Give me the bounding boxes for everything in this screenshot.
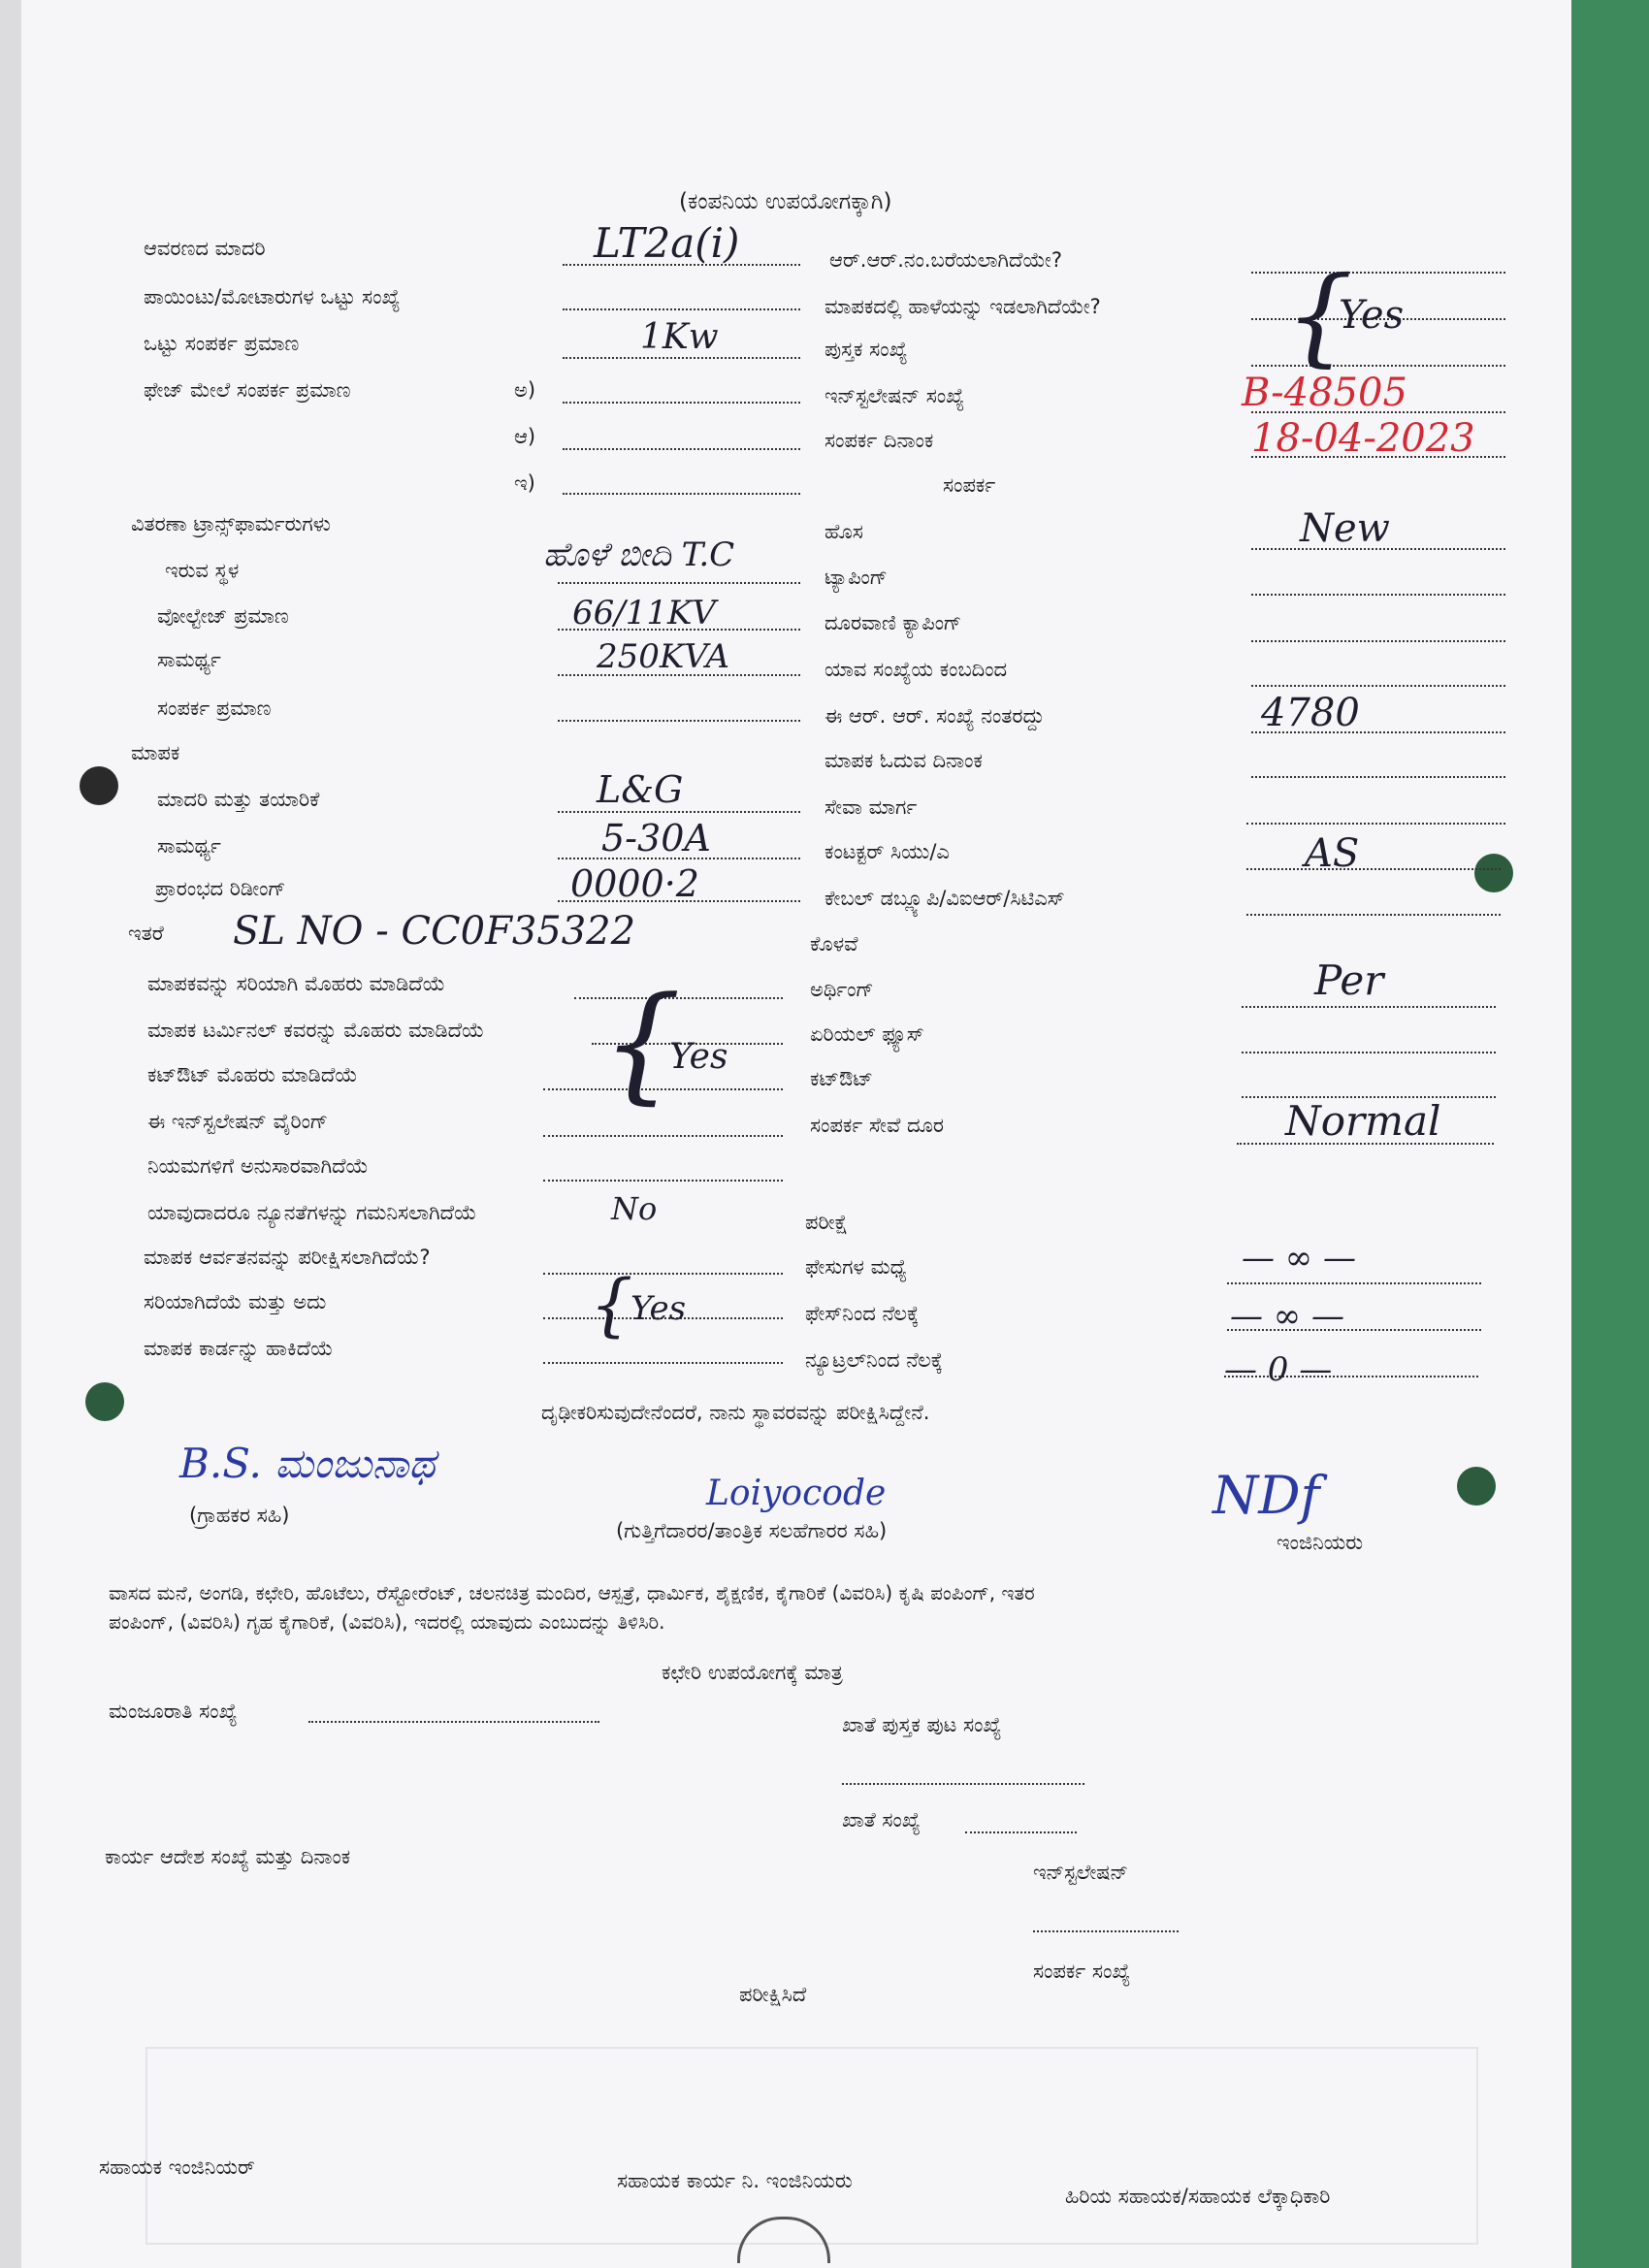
voltage-label: ವೋಲ್ಟೇಜ್ ಪ್ರಮಾಣ (157, 604, 289, 628)
terminal-sealed-label: ಮಾಪಕ ಟರ್ಮಿನಲ್ ಕವರನ್ನು ಮೊಹರು ಮಾಡಿದೆಯೆ (147, 1019, 485, 1042)
neutral-earth-value: — 0 — (1224, 1350, 1333, 1389)
pipe-label: ಕೊಳವೆ (810, 932, 858, 956)
meter-capacity-value: 5-30A (601, 817, 711, 859)
accounts-officer-label: ಹಿರಿಯ ಸಹಾಯಕ/ಸಹಾಯಕ ಲೆಕ್ಕಾಧಿಕಾರಿ (1065, 2185, 1331, 2208)
contractor-signature: Loiyocode (706, 1474, 887, 1513)
test-label: ಪರೀಕ್ಷೆ (805, 1211, 849, 1234)
connection-date-value: 18-04-2023 (1251, 416, 1475, 461)
transformers-label: ವಿತರಣಾ ಟ್ರಾನ್ಸ್‌ಫಾರ್ಮರುಗಳು (131, 512, 331, 535)
dotted-line (1033, 1930, 1179, 1932)
installation-no-label: ಇನ್‌ಸ್ಟಲೇಷನ್ ಸಂಖ್ಯೆ (824, 384, 965, 407)
initial-reading-value: 0000·2 (570, 862, 699, 905)
premise-note-line2: ಪಂಪಿಂಗ್, (ವಿವರಿಸಿ) ಗೃಹ ಕೈಗಾರಿಕೆ, (ವಿವರಿಸಿ), ಇದರಲ್ಲಿ ಯಾವುದು ಎಂಬುದನ್ನು ತಿಳಿಸಿರಿ. (109, 1610, 665, 1634)
make-value: L&G (597, 768, 684, 811)
cutout-sealed-label: ಕಟ್‌ಔಟ್ ಮೊಹರು ಮಾಡಿದೆಯೆ (147, 1063, 358, 1086)
punch-hole (1474, 854, 1513, 892)
initial-reading-label: ಪ್ರಾರಂಭದ ರಿಡೀಂಗ್ (155, 877, 286, 900)
dotted-line (563, 357, 800, 359)
after-rr-label: ಈ ಆರ್. ಆರ್. ಸಂಖ್ಯೆ ನಂತರದ್ದು (824, 704, 1045, 728)
voltage-value: 66/11KV (572, 594, 716, 632)
dotted-line (558, 811, 800, 813)
points-total-label: ಪಾಯಿಂಟು/ಮೋಟಾರುಗಳ ಒಟ್ಟು ಸಂಖ್ಯೆ (144, 285, 401, 308)
dotted-line (563, 493, 800, 495)
make-label: ಮಾದರಿ ಮತ್ತು ತಯಾರಿಕೆ (157, 788, 320, 811)
dotted-line (558, 720, 800, 722)
total-load-label: ಒಟ್ಟು ಸಂಪರ್ಕ ಪ್ರಮಾಣ (144, 332, 300, 355)
defects-label: ಯಾವುದಾದರೂ ನ್ಯೂನತೆಗಳನ್ನು ಗಮನಿಸಲಾಗಿದೆಯೆ (147, 1201, 477, 1224)
meter-capacity-label: ಸಾಮರ್ಥ್ಯ (157, 834, 221, 858)
service-distance-label: ಸಂಪರ್ಕ ಸೇವೆ ದೂರ (810, 1114, 945, 1137)
engineer-signature-label: ಇಂಜಿನಿಯರು (1277, 1531, 1364, 1554)
dotted-line (1227, 1282, 1481, 1284)
correct-label: ಸರಿಯಾಗಿದೆಯೆ ಮತ್ತು ಅದು (144, 1290, 327, 1313)
certification-text: ದೃಢೀಕರಿಸುವುದೇನೆಂದರೆ, ನಾನು ಸ್ಥಾವರವನ್ನು ಪರೀಕ್ಷಿಸಿದ್ದೇನೆ. (541, 1401, 930, 1424)
premise-type-value: LT2a(i) (594, 219, 740, 267)
dotted-line (1246, 914, 1501, 916)
premise-note-line1: ವಾಸದ ಮನೆ, ಅಂಗಡಿ, ಕಛೇರಿ, ಹೊಟೆಲು, ರೆಸ್ಟೋರೆಂಟ್, ಚಲನಚಿತ್ರ ಮಂದಿರ, ಆಸ್ಪತ್ರೆ, ಧಾರ್ಮಿಕ, ಶೈಕ್ಷಣಿಕ, ಕೈಗಾರಿಕೆ (ವಿವರಿಸಿ) ಕೃಷಿ ಪಂಪಿಂಗ್, ಇತರ (109, 1581, 1035, 1604)
tapping-label: ಟ್ಯಾಪಿಂಗ್ (824, 566, 888, 589)
brace-mark: { (590, 1265, 633, 1345)
other-label: ಇತರೆ (128, 922, 164, 945)
cutout-label: ಕಟ್‌ಔಟ್ (810, 1067, 873, 1090)
meter-card-label: ಮಾಪಕ ಕಾರ್ಡನ್ನು ಹಾಕಿದೆಯೆ (144, 1337, 334, 1360)
dotted-line (543, 1362, 783, 1364)
ledger-page-label: ಖಾತೆ ಪುಸ್ತಕ ಪುಟ ಸಂಖ್ಯೆ (842, 1713, 1002, 1736)
dotted-line (543, 1135, 783, 1137)
checked-label: ಪರೀಕ್ಷಿಸಿದೆ (739, 1983, 807, 2006)
contractor-signature-label: (ಗುತ್ತಿಗೆದಾರರ/ತಾಂತ್ರಿಕ ಸಲಹೆಗಾರರ ಸಹಿ) (616, 1519, 888, 1542)
dotted-line (1246, 868, 1501, 870)
capacity-value: 250KVA (597, 637, 730, 676)
phase-load-label: ಫೇಜ್ ಮೇಲೆ ಸಂಪರ್ಕ ಪ್ರಮಾಣ (144, 378, 351, 402)
other-value: SL NO - CC0F35322 (233, 909, 636, 954)
seal-yes-value: Yes (669, 1037, 728, 1077)
consumer-signature: B.S. ಮಂಜುನಾಥ (179, 1440, 436, 1487)
between-phases-value: — ∞ — (1242, 1239, 1356, 1278)
book-no-label: ಪುಸ್ತಕ ಸಂಖ್ಯೆ (824, 338, 908, 361)
service-value: AS (1305, 831, 1360, 876)
punch-hole (80, 766, 118, 805)
aerial-fuse-label: ಏರಿಯಲ್ ಫ್ಯೂಸ್ (810, 1022, 924, 1046)
telephone-capping-label: ದೂರವಾಣಿ ಕ್ಯಾಪಿಂಗ್ (824, 611, 962, 634)
phase-b-label: ಆ) (514, 425, 536, 448)
service-line-label: ಸೇವಾ ಮಾರ್ಗ (824, 795, 918, 819)
new-value: New (1300, 506, 1390, 551)
connection-load-label: ಸಂಪರ್ಕ ಪ್ರಮಾಣ (157, 697, 272, 720)
conductor-label: ಕಂಟಕ್ಟರ್ ಸಿಯು/ಎ (824, 840, 950, 863)
phase-a-label: ಅ) (514, 378, 536, 402)
phase-c-label: ಇ) (514, 471, 535, 495)
dotted-line (543, 1273, 783, 1275)
total-load-value: 1Kw (640, 317, 719, 357)
defects-value: No (611, 1190, 658, 1227)
punch-hole (1457, 1467, 1496, 1506)
dotted-line (563, 402, 800, 404)
meter-rotation-label: ಮಾಪಕ ಆರ್ವತನವನ್ನು ಪರೀಕ್ಷಿಸಲಾಗಿದೆಯೆ? (144, 1246, 431, 1269)
dotted-line (563, 448, 800, 450)
new-label: ಹೊಸ (824, 520, 863, 543)
dotted-line (842, 1783, 1084, 1785)
assistant-engineer-label: ಸಹಾಯಕ ಇಂಜಿನಿಯರ್ (99, 2155, 255, 2179)
bleed-through-box (146, 2047, 1478, 2245)
pole-no-label: ಯಾವ ಸಂಖ್ಯೆಯ ಕಂಬದಿಂದ (824, 658, 1008, 681)
dotted-line (965, 1831, 1077, 1833)
cable-label: ಕೇಬಲ್ ಡಬ್ಲ್ಯೂಪಿ/ವಿಐಆರ್/ಸಿಟಿಎಸ್ (824, 887, 1065, 910)
dotted-line (1251, 685, 1505, 687)
phase-earth-value: — ∞ — (1230, 1297, 1344, 1336)
sanction-no-label: ಮಂಜೂರಾತಿ ಸಂಖ್ಯೆ (109, 1700, 238, 1723)
distance-value: Normal (1285, 1097, 1441, 1145)
neutral-earth-label: ನ್ಯೂಟ್ರಲ್‌ನಿಂದ ನೆಲಕ್ಕೆ (805, 1348, 943, 1372)
dotted-line (1251, 594, 1505, 596)
meter-sheet-label: ಮಾಪಕದಲ್ಲಿ ಹಾಳೆಯನ್ನು ಇಡಲಾಗಿದೆಯೇ? (824, 295, 1101, 318)
form-title: (ಕಂಪನಿಯ ಉಪಯೋಗಕ್ಕಾಗಿ) (679, 189, 892, 214)
wiring-label: ಈ ಇನ್‌ಸ್ಟಲೇಷನ್ ವೈರಿಂಗ್ (147, 1110, 329, 1133)
dotted-line (1242, 1006, 1496, 1008)
installation-no-value: B-48505 (1242, 371, 1407, 415)
punch-hole (85, 1382, 124, 1421)
location-value: ಹೊಳೆ ಬೀದಿ T.C (543, 535, 735, 574)
dotted-line (308, 1721, 599, 1723)
dotted-line (1246, 823, 1505, 825)
premise-type-label: ಆವರಣದ ಮಾದರಿ (144, 237, 266, 260)
dotted-line (558, 582, 800, 584)
meter-label: ಮಾಪಕ (131, 741, 180, 764)
dotted-line (543, 1180, 783, 1182)
meter-sealed-label: ಮಾಪಕವನ್ನು ಸರಿಯಾಗಿ ಮೊಹರು ಮಾಡಿದೆಯೆ (147, 972, 446, 995)
dotted-line (1251, 776, 1505, 778)
engineer-signature: NDf (1212, 1465, 1320, 1526)
yes-mark: Yes (1339, 293, 1405, 338)
dotted-line (1242, 1052, 1496, 1053)
dotted-line (1251, 640, 1505, 642)
between-phases-label: ಫೇಸುಗಳ ಮಧ್ಯೆ (805, 1255, 907, 1279)
as-per-rules-label: ನಿಯಮಗಳಿಗೆ ಅನುಸಾರವಾಗಿದೆಯೆ (147, 1154, 369, 1178)
rr-written-label: ಆರ್.ಆರ್.ನಂ.ಬರೆಯಲಾಗಿದೆಯೇ? (829, 248, 1062, 272)
office-connection-no-label: ಸಂಪರ್ಕ ಸಂಖ್ಯೆ (1033, 1960, 1131, 1983)
work-order-label: ಕಾರ್ಯ ಆದೇಶ ಸಂಖ್ಯೆ ಮತ್ತು ದಿನಾಂಕ (105, 1845, 351, 1868)
asst-exec-engineer-label: ಸಹಾಯಕ ಕಾರ್ಯ ನಿ. ಇಂಜಿನಿಯರು (617, 2169, 853, 2192)
earthing-value: Per (1314, 956, 1384, 1004)
meter-reading-date-label: ಮಾಪಕ ಓದುವ ದಿನಾಂಕ (824, 749, 983, 772)
account-no-label: ಖಾತೆ ಸಂಖ್ಯೆ (842, 1808, 921, 1831)
consumer-signature-label: (ಗ್ರಾಹಕರ ಸಹಿ) (189, 1504, 290, 1527)
connection-date-label: ಸಂಪರ್ಕ ದಿನಾಂಕ (824, 429, 934, 452)
dotted-line (563, 308, 800, 310)
office-use-title: ಕಛೇರಿ ಉಪಯೋಗಕ್ಕೆ ಮಾತ್ರ (662, 1661, 843, 1684)
after-rr-value: 4780 (1261, 691, 1360, 735)
office-installation-label: ಇನ್‌ಸ್ಟಲೇಷನ್ (1033, 1861, 1129, 1884)
location-label: ಇರುವ ಸ್ಥಳ (165, 559, 240, 582)
earthing-label: ಅರ್ಥಿಂಗ್ (810, 978, 874, 1001)
rotation-yes-value: Yes (630, 1289, 687, 1328)
brace-mark: { (1285, 253, 1353, 377)
brace-mark: { (601, 969, 682, 1117)
phase-earth-label: ಫೇಸ್‌ನಿಂದ ನೆಲಕ್ಕೆ (805, 1302, 920, 1325)
capacity-label: ಸಾಮರ್ಥ್ಯ (157, 648, 221, 671)
connection-label: ಸಂಪರ್ಕ (943, 473, 996, 497)
